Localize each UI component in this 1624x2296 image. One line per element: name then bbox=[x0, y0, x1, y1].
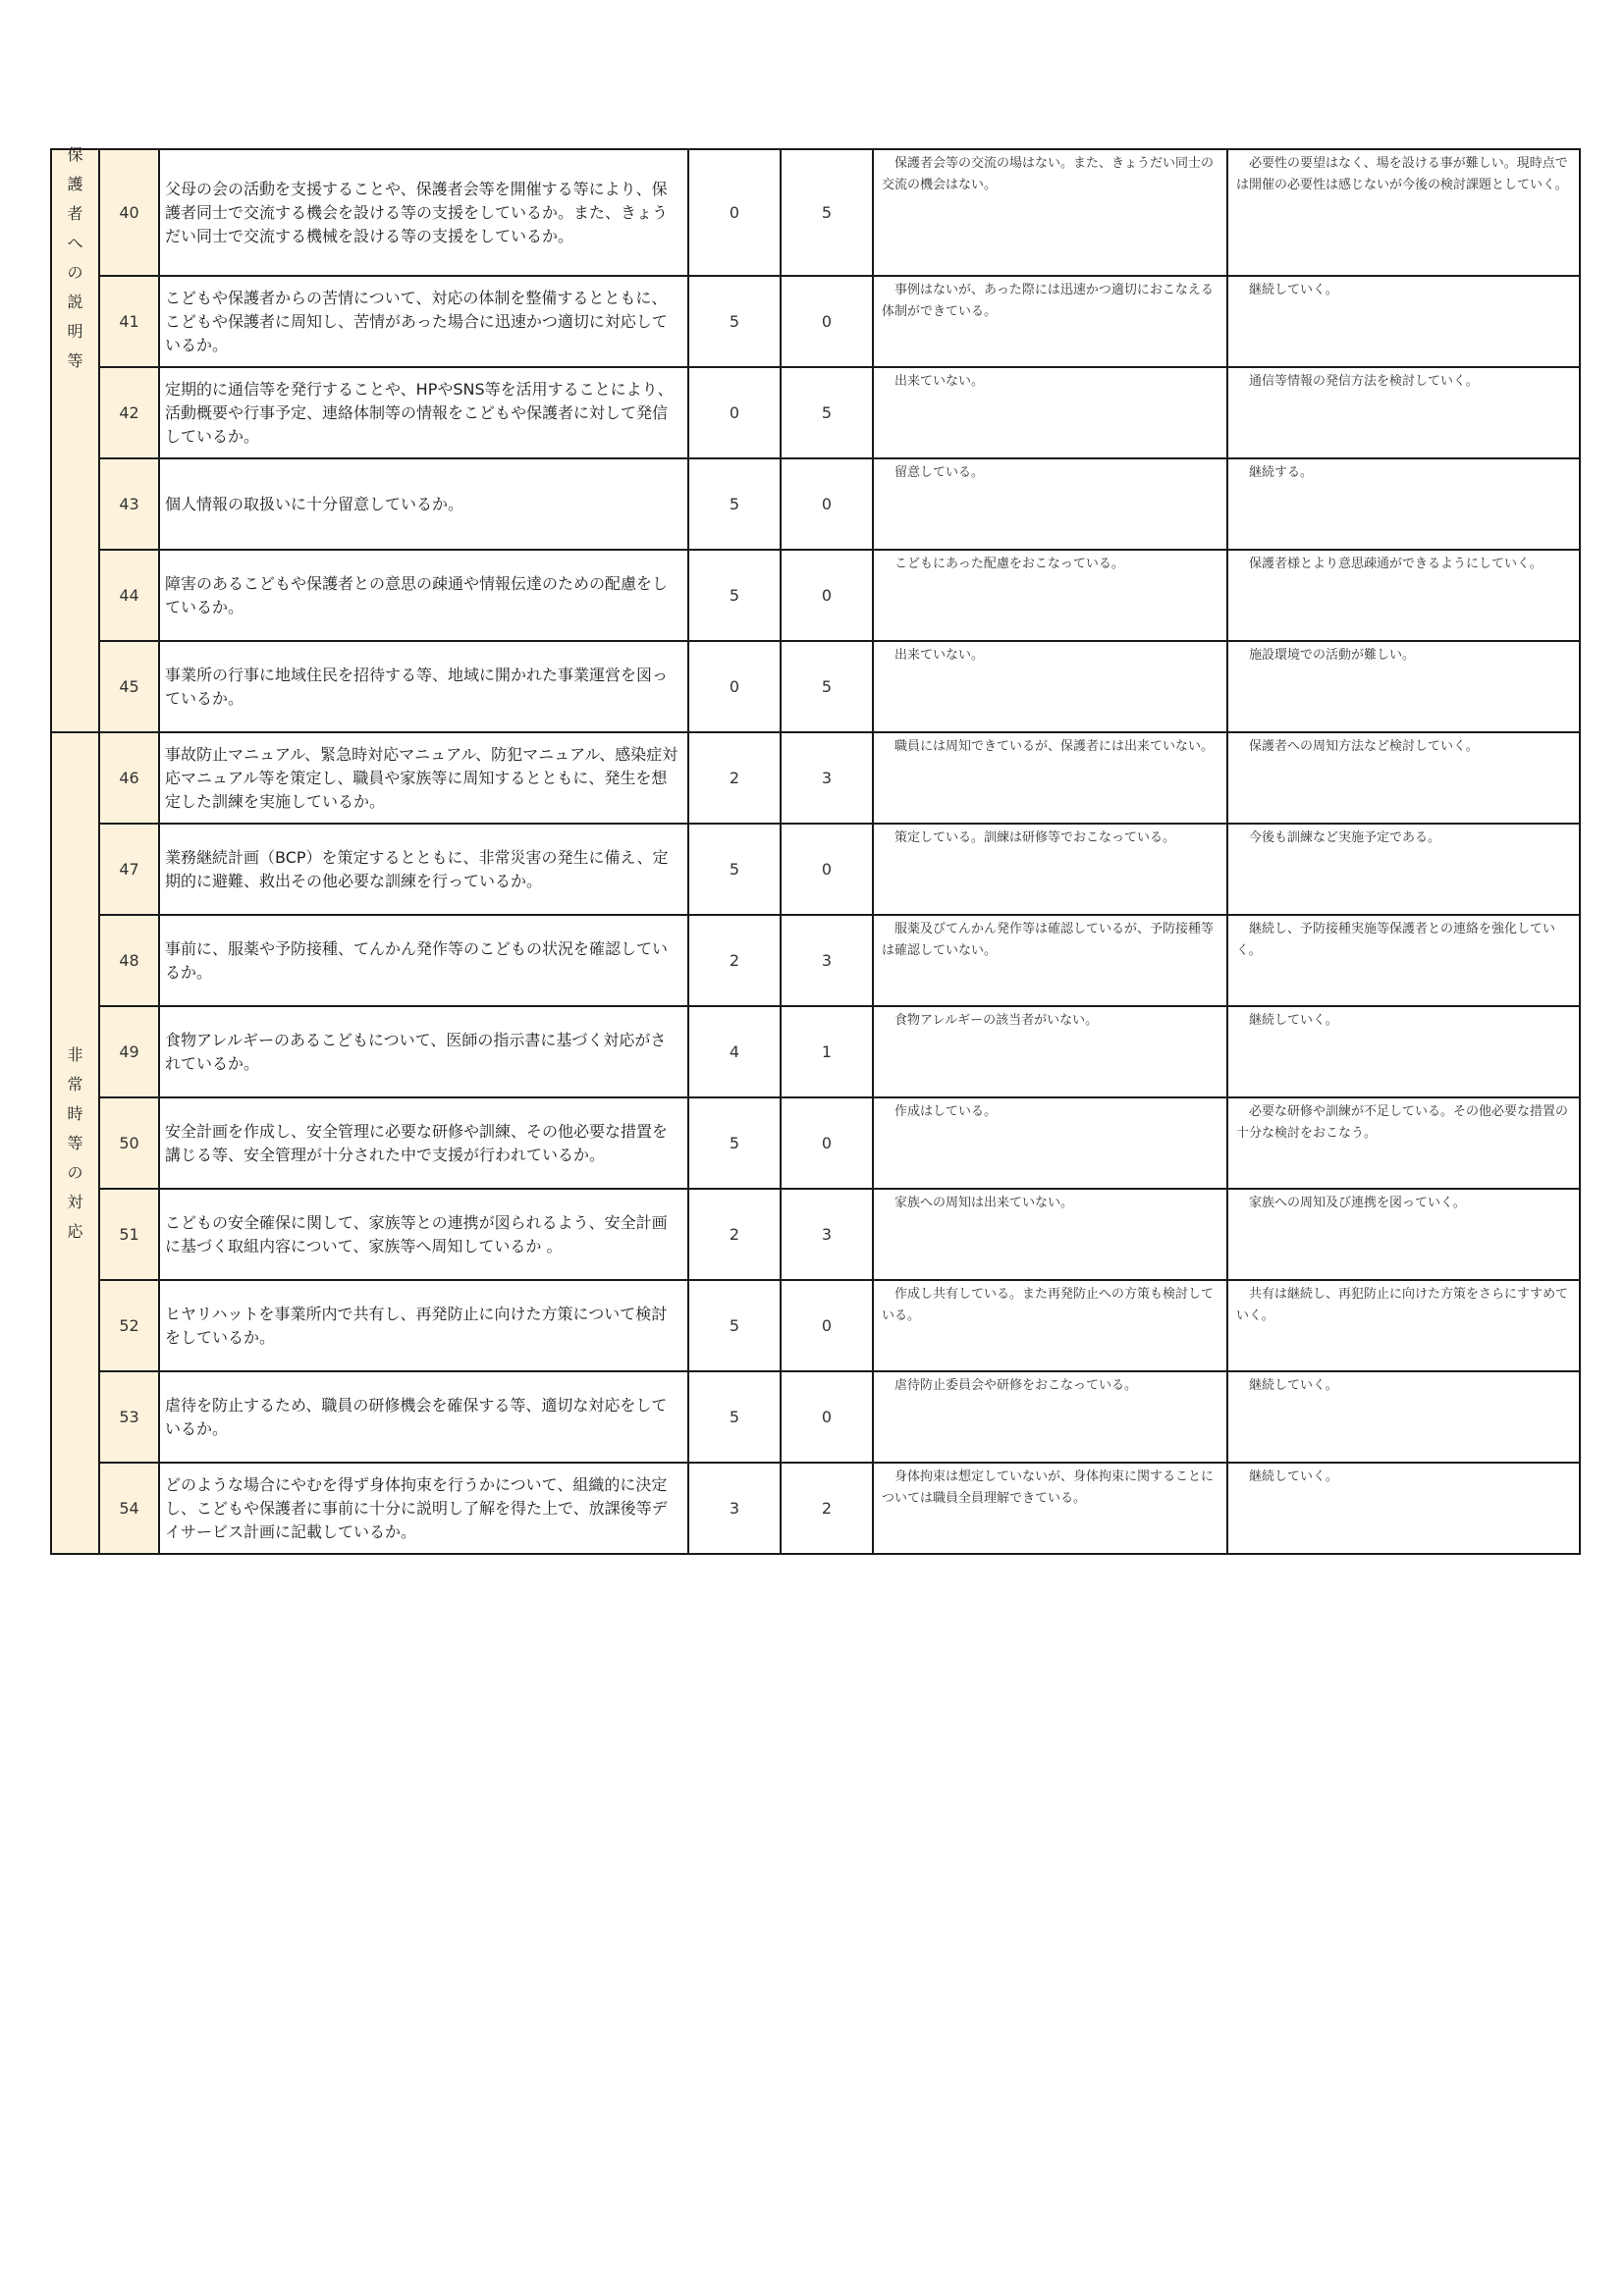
category-char: 対 bbox=[67, 1192, 83, 1211]
item-number: 54 bbox=[99, 1463, 159, 1554]
table-row bbox=[51, 1189, 1580, 1280]
yes-count: 3 bbox=[688, 1463, 781, 1554]
yes-count: 2 bbox=[688, 732, 781, 824]
no-count: 0 bbox=[781, 1097, 873, 1189]
category-char: 護 bbox=[67, 175, 83, 193]
yes-count: 5 bbox=[688, 1280, 781, 1371]
no-count: 0 bbox=[781, 550, 873, 641]
category-char: へ bbox=[67, 234, 83, 252]
table-row bbox=[51, 915, 1580, 1006]
no-count: 0 bbox=[781, 1371, 873, 1463]
table-row bbox=[51, 458, 1580, 550]
improvement-plan: 必要な研修や訓練が不足している。その他必要な措置の十分な検討をおこなう。 bbox=[1227, 1097, 1580, 1189]
improvement-plan: 共有は継続し、再犯防止に向けた方策をさらにすすめていく。 bbox=[1227, 1280, 1580, 1371]
question-text: 障害のあるこどもや保護者との意思の疎通や情報伝達のための配慮をしているか。 bbox=[159, 550, 688, 641]
category-char: 非 bbox=[67, 1044, 83, 1064]
question-text: 父母の会の活動を支援することや、保護者会等を開催する等により、保護者同士で交流する機会を設ける等の支援をしているか。また、きょうだい同士で交流する機械を設ける等の支援をしているか。 bbox=[159, 149, 688, 276]
status-comment: 出来ていない。 bbox=[873, 367, 1227, 458]
no-count: 1 bbox=[781, 1006, 873, 1097]
item-number: 46 bbox=[99, 732, 159, 824]
yes-count: 5 bbox=[688, 550, 781, 641]
yes-count: 4 bbox=[688, 1006, 781, 1097]
item-number: 52 bbox=[99, 1280, 159, 1371]
category-char: 等 bbox=[67, 351, 83, 370]
improvement-plan: 保護者への周知方法など検討していく。 bbox=[1227, 732, 1580, 824]
yes-count: 5 bbox=[688, 1097, 781, 1189]
category-char: 応 bbox=[67, 1221, 83, 1241]
question-text: 事前に、服薬や予防接種、てんかん発作等のこどもの状況を確認しているか。 bbox=[159, 915, 688, 1006]
category-char: 者 bbox=[67, 204, 83, 223]
no-count: 3 bbox=[781, 1189, 873, 1280]
improvement-plan: 継続していく。 bbox=[1227, 1463, 1580, 1554]
no-count: 0 bbox=[781, 1280, 873, 1371]
no-count: 0 bbox=[781, 458, 873, 550]
table-body bbox=[51, 145, 1580, 1554]
yes-count: 2 bbox=[688, 915, 781, 1006]
item-number: 44 bbox=[99, 550, 159, 641]
table-row bbox=[51, 1371, 1580, 1463]
status-comment: 留意している。 bbox=[873, 458, 1227, 550]
improvement-plan: 継続していく。 bbox=[1227, 1371, 1580, 1463]
improvement-plan: 継続する。 bbox=[1227, 458, 1580, 550]
table-row bbox=[51, 641, 1580, 732]
improvement-plan: 今後も訓練など実施予定である。 bbox=[1227, 824, 1580, 915]
table-row bbox=[51, 1097, 1580, 1189]
question-text: こどもの安全確保に関して、家族等との連携が図られるよう、安全計画に基づく取組内容について、家族等へ周知しているか 。 bbox=[159, 1189, 688, 1280]
item-number: 53 bbox=[99, 1371, 159, 1463]
status-comment: 作成はしている。 bbox=[873, 1097, 1227, 1189]
status-comment: 服薬及びてんかん発作等は確認しているが、予防接種等は確認していない。 bbox=[873, 915, 1227, 1006]
yes-count: 5 bbox=[688, 824, 781, 915]
yes-count: 5 bbox=[688, 1371, 781, 1463]
status-comment: 出来ていない。 bbox=[873, 641, 1227, 732]
status-comment: 策定している。訓練は研修等でおこなっている。 bbox=[873, 824, 1227, 915]
no-count: 5 bbox=[781, 149, 873, 276]
question-text: 安全計画を作成し、安全管理に必要な研修や訓練、その他必要な措置を講じる等、安全管理が十分された中で支援が行われているか。 bbox=[159, 1097, 688, 1189]
question-text: 定期的に通信等を発行することや、HPやSNS等を活用することにより、活動概要や行事予定、連絡体制等の情報をこどもや保護者に対して発信しているか。 bbox=[159, 367, 688, 458]
item-number: 45 bbox=[99, 641, 159, 732]
question-text: 個人情報の取扱いに十分留意しているか。 bbox=[159, 458, 688, 550]
no-count: 3 bbox=[781, 732, 873, 824]
improvement-plan: 必要性の要望はなく、場を設ける事が難しい。現時点では開催の必要性は感じないが今後の検討課題としていく。 bbox=[1227, 149, 1580, 276]
no-count: 0 bbox=[781, 824, 873, 915]
question-text: 食物アレルギーのあるこどもについて、医師の指示書に基づく対応がされているか。 bbox=[159, 1006, 688, 1097]
category-char: 説 bbox=[67, 293, 83, 311]
no-count: 2 bbox=[781, 1463, 873, 1554]
question-text: 業務継続計画（BCP）を策定するとともに、非常災害の発生に備え、定期的に避難、救出その他必要な訓練を行っているか。 bbox=[159, 824, 688, 915]
table-row bbox=[51, 1006, 1580, 1097]
status-comment: こどもにあった配慮をおこなっている。 bbox=[873, 550, 1227, 641]
no-count: 3 bbox=[781, 915, 873, 1006]
question-text: ヒヤリハットを事業所内で共有し、再発防止に向けた方策について検討をしているか。 bbox=[159, 1280, 688, 1371]
improvement-plan: 継続していく。 bbox=[1227, 1006, 1580, 1097]
table-row bbox=[51, 1463, 1580, 1554]
improvement-plan: 施設環境での活動が難しい。 bbox=[1227, 641, 1580, 732]
item-number: 48 bbox=[99, 915, 159, 1006]
table-row bbox=[51, 367, 1580, 458]
yes-count: 2 bbox=[688, 1189, 781, 1280]
item-number: 47 bbox=[99, 824, 159, 915]
item-number: 41 bbox=[99, 276, 159, 367]
status-comment: 身体拘束は想定していないが、身体拘束に関することについては職員全員理解できている。 bbox=[873, 1463, 1227, 1554]
yes-count: 5 bbox=[688, 276, 781, 367]
category-label bbox=[67, 140, 82, 376]
table-row bbox=[51, 550, 1580, 641]
evaluation-table bbox=[50, 145, 1581, 1555]
category-char: 常 bbox=[67, 1074, 83, 1094]
status-comment: 家族への周知は出来ていない。 bbox=[873, 1189, 1227, 1280]
category-char: の bbox=[67, 1162, 83, 1182]
status-comment: 食物アレルギーの該当者がいない。 bbox=[873, 1006, 1227, 1097]
improvement-plan: 家族への周知及び連携を図っていく。 bbox=[1227, 1189, 1580, 1280]
category-char: 保 bbox=[67, 145, 83, 164]
improvement-plan: 継続していく。 bbox=[1227, 276, 1580, 367]
category-char: 等 bbox=[67, 1133, 83, 1152]
no-count: 0 bbox=[781, 276, 873, 367]
question-text: 虐待を防止するため、職員の研修機会を確保する等、適切な対応をしているか。 bbox=[159, 1371, 688, 1463]
category-cell bbox=[51, 145, 99, 732]
table-row bbox=[51, 732, 1580, 824]
yes-count: 5 bbox=[688, 458, 781, 550]
improvement-plan: 保護者様とより意思疎通ができるようにしていく。 bbox=[1227, 550, 1580, 641]
item-number: 49 bbox=[99, 1006, 159, 1097]
category-char: 明 bbox=[67, 322, 83, 341]
improvement-plan: 通信等情報の発信方法を検討していく。 bbox=[1227, 367, 1580, 458]
yes-count: 0 bbox=[688, 641, 781, 732]
improvement-plan: 継続し、予防接種実施等保護者との連絡を強化していく。 bbox=[1227, 915, 1580, 1006]
status-comment: 保護者会等の交流の場はない。また、きょうだい同士の交流の機会はない。 bbox=[873, 149, 1227, 276]
table-row bbox=[51, 149, 1580, 276]
question-text: 事業所の行事に地域住民を招待する等、地域に開かれた事業運営を図っているか。 bbox=[159, 641, 688, 732]
table-row bbox=[51, 824, 1580, 915]
no-count: 5 bbox=[781, 367, 873, 458]
yes-count: 0 bbox=[688, 367, 781, 458]
status-comment: 作成し共有している。また再発防止への方策も検討している。 bbox=[873, 1280, 1227, 1371]
item-number: 42 bbox=[99, 367, 159, 458]
item-number: 50 bbox=[99, 1097, 159, 1189]
item-number: 51 bbox=[99, 1189, 159, 1280]
table-row bbox=[51, 276, 1580, 367]
item-number: 43 bbox=[99, 458, 159, 550]
item-number: 40 bbox=[99, 149, 159, 276]
question-text: こどもや保護者からの苦情について、対応の体制を整備するとともに、こどもや保護者に周知し、苦情があった場合に迅速かつ適切に対応しているか。 bbox=[159, 276, 688, 367]
category-label bbox=[67, 1041, 82, 1247]
status-comment: 職員には周知できているが、保護者には出来ていない。 bbox=[873, 732, 1227, 824]
no-count: 5 bbox=[781, 641, 873, 732]
question-text: 事故防止マニュアル、緊急時対応マニュアル、防犯マニュアル、感染症対応マニュアル等を策定し、職員や家族等に周知するとともに、発生を想定した訓練を実施しているか。 bbox=[159, 732, 688, 824]
category-char: の bbox=[67, 263, 83, 282]
table-row bbox=[51, 1280, 1580, 1371]
yes-count: 0 bbox=[688, 149, 781, 276]
status-comment: 事例はないが、あった際には迅速かつ適切におこなえる体制ができている。 bbox=[873, 276, 1227, 367]
category-cell bbox=[51, 732, 99, 1554]
question-text: どのような場合にやむを得ず身体拘束を行うかについて、組織的に決定し、こどもや保護者に事前に十分に説明し了解を得た上で、放課後等デイサービス計画に記載しているか。 bbox=[159, 1463, 688, 1554]
category-char: 時 bbox=[67, 1103, 83, 1123]
status-comment: 虐待防止委員会や研修をおこなっている。 bbox=[873, 1371, 1227, 1463]
